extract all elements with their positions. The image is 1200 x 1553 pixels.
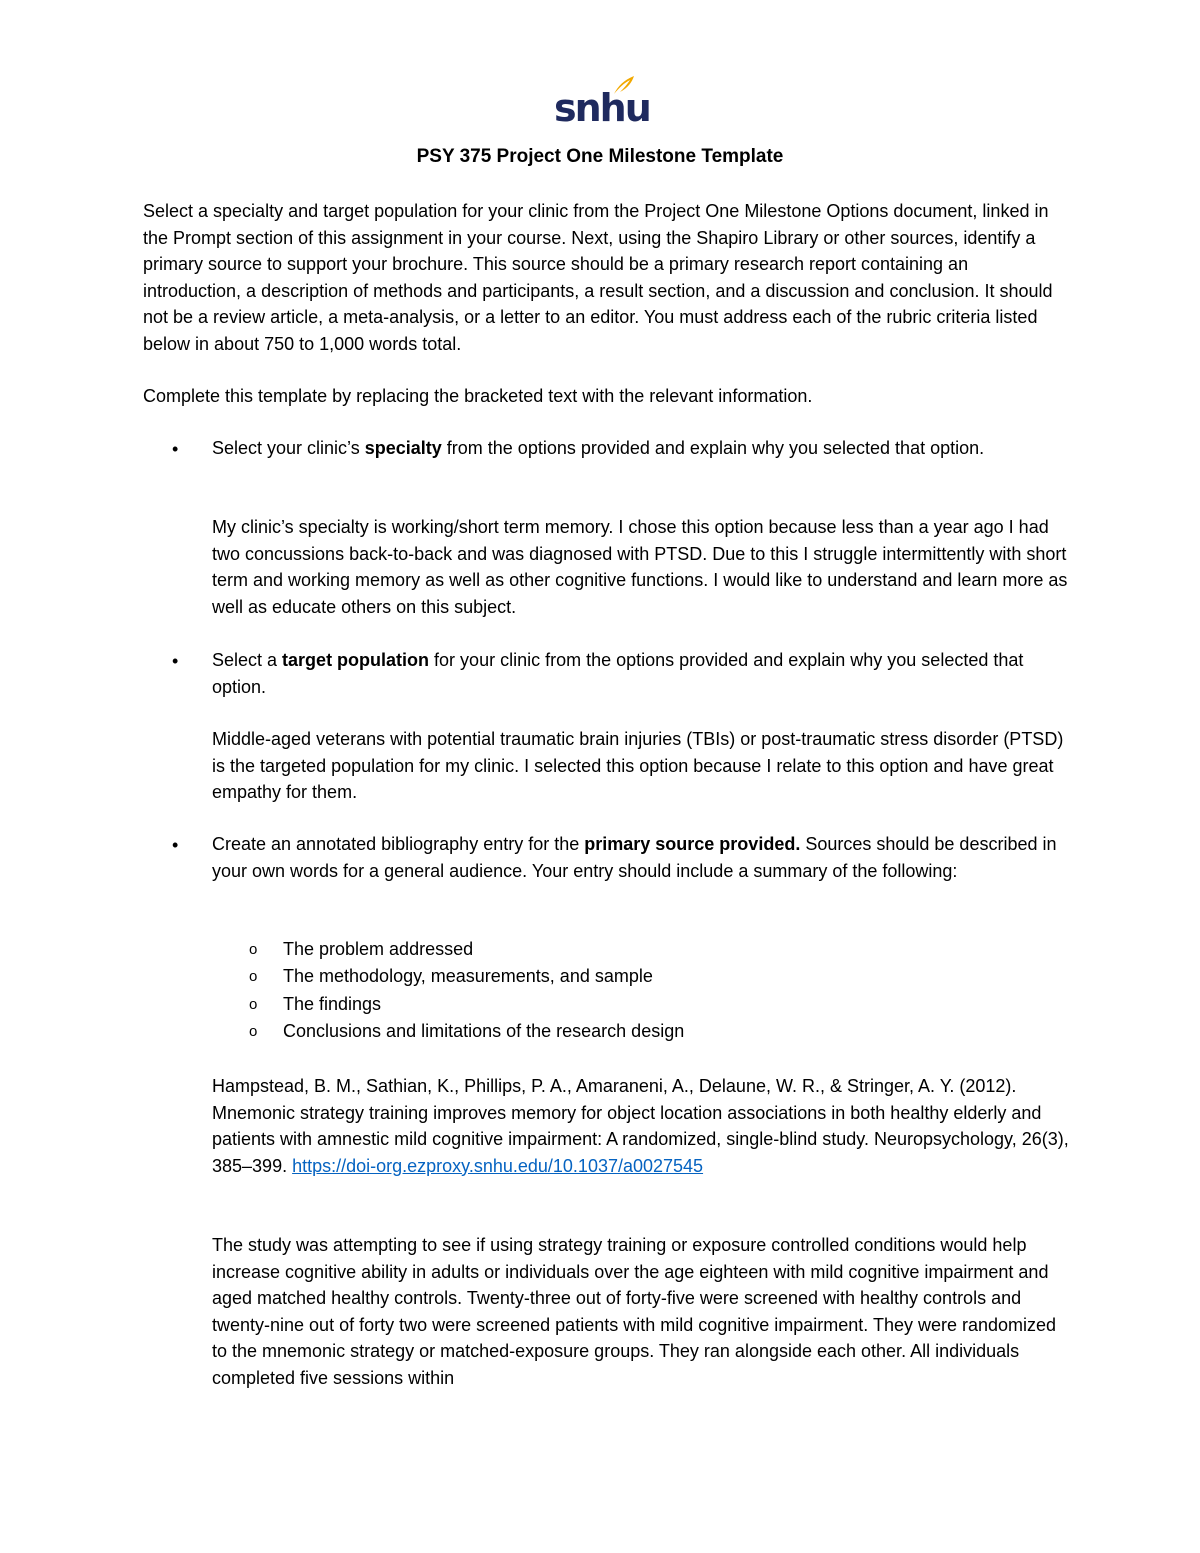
list-item: o The methodology, measurements, and sample (212, 963, 1072, 990)
prompt-bold: primary source provided. (584, 834, 801, 854)
citation-text: Hampstead, B. M., Sathian, K., Phillips, P. A., Amaraneni, A., Delaune, W. R., & Stringer, A. Y. (2012). Mnemonic strategy training improves memory for object location associations in both healthy elderly and patients with amnestic mild cognitive impairment: A randomized, single-blind study. Neuropsychology, 26(3), 385–399. (212, 1076, 1069, 1176)
circle-bullet-icon: o (249, 1022, 258, 1040)
list-item: o The problem addressed (212, 936, 1072, 963)
study-summary: The study was attempting to see if using strategy training or exposure controlled conditions would help increase cognitive ability in adults or individuals over the age eighteen with mild cognitive impairment and aged matched healthy controls. Twenty-three out of forty-five were screened with healthy controls and twenty-nine out of forty two were screened patients with mild cognitive impairment. They were randomized to the mnemonic strategy or matched-exposure groups. They ran alongside each other. All individuals completed five sessions within (212, 1235, 1057, 1388)
citation-doi-link[interactable]: https://doi-org.ezproxy.snhu.edu/10.1037/a0027545 (292, 1155, 704, 1176)
bullet-bibliography-prompt (212, 831, 1072, 884)
snhu-logo (554, 74, 650, 130)
bullet-specialty-prompt (212, 435, 1072, 462)
prompt-bold: target population (282, 650, 430, 670)
intro-paragraph: Select a specialty and target population for your clinic from the Project One Milestone Options document, linked in the Prompt section of this assignment in your course. Next, using the Shapiro Library or other sources, identify a primary source to support your brochure. This source should be a primary research report containing an introduction, a description of methods and participants, a result section, and a discussion and conclusion. It should not be a review article, a meta-analysis, or a letter to an editor. You must address each of the rubric criteria listed below in about 750 to 1,000 words total. (143, 201, 1053, 354)
bullet-icon: • (172, 835, 179, 855)
circle-bullet-icon: o (249, 995, 258, 1013)
page-title: PSY 375 Project One Milestone Template (416, 146, 784, 167)
prompt-text: Create an annotated bibliography entry for the (212, 834, 585, 854)
circle-bullet-icon: o (249, 941, 258, 958)
circle-bullet-icon: o (249, 968, 258, 986)
logo-wordmark: snhu (554, 86, 650, 130)
prompt-bold: specialty (364, 438, 442, 458)
bullet-icon: • (172, 439, 179, 459)
bullet-target-population-prompt (212, 647, 1072, 700)
target-population-answer: Middle-aged veterans with potential traumatic brain injuries (TBIs) or post-traumatic stress disorder (PTSD) is the targeted population for my clinic. I selected this option because I relate to this option and have great empathy for them. (212, 729, 1064, 802)
prompt-text: Sources should be described in your own words for a general audience. Your entry should include a summary of the following: (212, 834, 1057, 881)
complete-instruction: Complete this template by replacing the bracketed text with the relevant information. (143, 386, 813, 406)
specialty-answer: My clinic’s specialty is working/short term memory. I chose this option because less than a year ago I had two concussions back-to-back and was diagnosed with PTSD. Due to this I struggle intermittently with short term and working memory as well as other cognitive functions. I would like to understand and learn more as well as educate others on this subject. (212, 517, 1068, 617)
list-item: o Conclusions and limitations of the research design (212, 1018, 1072, 1045)
prompt-text: for your clinic from the options provided and explain why you selected that option. (212, 650, 1024, 697)
prompt-text: Select a (212, 650, 283, 670)
bullet-icon: • (172, 651, 179, 671)
citation-entry (212, 1073, 1072, 1179)
prompt-text: Select your clinic’s (212, 438, 365, 458)
bibliography-sub-list (212, 936, 1072, 1045)
list-item: o The findings (212, 991, 1072, 1018)
prompt-text: from the options provided and explain why you selected that option. (441, 438, 985, 458)
